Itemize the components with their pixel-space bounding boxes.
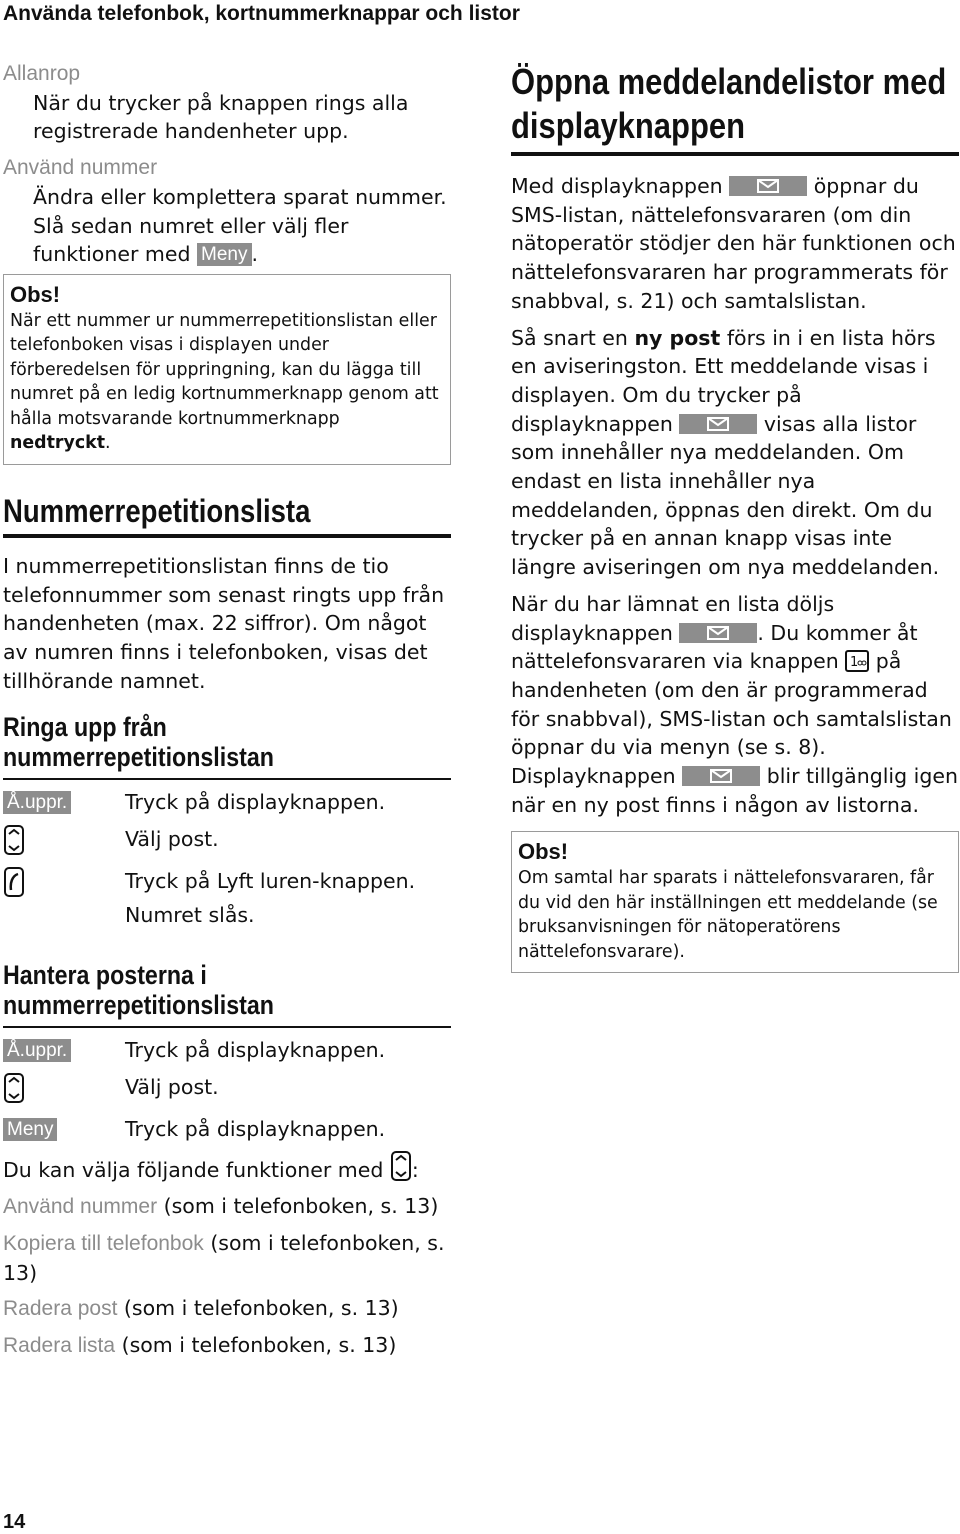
right-title-line2: displayknappen [511,105,745,146]
step-row [3,1073,451,1107]
p3-a: När du har lämnat en lista döljs displayknappen [511,591,835,645]
meny-key: Meny [197,243,251,266]
option-label: Radera lista [3,1333,116,1357]
obs-title: Obs! [518,839,569,865]
p3-c: på handenheten (om den är programmerad för snabbval), SMS-listan och samtalslistan öppnar du via menyn (se s. 8). Displayknappen [511,649,952,789]
choose-text-body: Du kan välja följande funktioner med [3,1158,384,1183]
step-row [3,788,451,817]
left-column [3,60,451,1361]
page-header: Använda telefonbok, kortnummerknappar och listor [3,2,520,25]
p1-a: Med displayknappen [511,174,723,198]
step-text: Välj post. [125,827,219,852]
option-label: Radera post [3,1297,118,1321]
option-label: Använd nummer [3,1195,158,1219]
step-text: Tryck på displayknappen. [125,790,386,815]
obs-text-body: När ett nummer ur nummerrepetitionslistan eller telefonboken visas i displayen under förberedelsen för uppringning, kan du lägga till numret på en ledig kortnummerknapp genom att hålla motsvarande kortnummerknapp [10,310,439,429]
right-title-line1: Öppna meddelandelistor med [511,61,947,102]
right-paragraph-1 [511,172,959,316]
section-title: Nummerrepetitionslista [3,492,311,529]
envelope-icon [710,769,732,783]
step-text: Tryck på Lyft luren-knappen. [125,869,416,894]
message-key [729,176,807,196]
sub2-steps [3,1036,451,1144]
section-text: I nummerrepetitionslistan finns de tio telefonnummer som senast ringts upp från handenheten (max. 22 siffror). Om något av numren finns i telefonboken, visas det tillhörande namnet. [3,553,445,693]
p2-b: förs in i en lista hörs en aviseringston. Ett meddelande visas i displayen. Om du trycker på displayknappen [511,325,936,436]
option-text: (som i telefonboken, s. 13) [3,1230,445,1285]
option-text: (som i telefonboken, s. 13) [117,1296,399,1321]
step-text: Tryck på displayknappen. [125,1117,386,1142]
step-text: Numret slås. [125,903,255,928]
p2-bold: ny post [634,325,721,350]
step-key [3,788,125,817]
option-text: (som i telefonboken, s. 13) [115,1332,397,1357]
option-item [3,1192,451,1222]
nav-key-icon [390,1151,412,1181]
step-text: Välj post. [125,1075,219,1100]
p3-b: . Du kommer åt nättelefonsvararen via knappen [511,620,918,674]
right-paragraph-2 [511,324,959,582]
choose-text: Du kan välja följande funktioner med : [3,1151,451,1185]
allanrop-text: När du trycker på knappen rings alla registrerade handenheter upp. [33,90,409,144]
aterupprepa-key: Å.uppr. [3,1039,71,1062]
step-key [3,1115,125,1144]
sub2-rule [3,1026,451,1028]
page-number: 14 [3,1511,26,1533]
step-row [3,901,451,930]
anvand-text-body: Ändra eller komplettera sparat nummer. Slå sedan numret eller välj fler funktioner med [33,184,447,267]
obs-text-bold: nedtryckt [10,433,106,454]
message-key [682,766,760,786]
option-text: (som i telefonboken, s. 13) [157,1194,439,1219]
meny-key: Meny [3,1118,57,1141]
envelope-icon [757,179,779,193]
obs-title: Obs! [10,281,61,307]
anvand-text: Ändra eller komplettera sparat nummer. Slå sedan numret eller välj fler funktioner med Meny . [33,184,447,267]
step-key [3,1036,125,1065]
nav-key-icon [3,825,25,855]
nav-key-icon [3,1073,25,1103]
obs-text: När ett nummer ur nummerrepetitionslistan eller telefonboken visas i displayen under förberedelsen för uppringning, kan du lägga till numret på en ledig kortnummerknapp genom att hålla motsvarande kortnummerknapp nedtryckt. [10,310,439,454]
option-item [3,1229,451,1287]
p1-b: öppnar du SMS-listan, nättelefonsvararen (om din nätoperatör stödjer den här funktionen och nättelefonsvararen har programmerats för snabbval, s. 21) och samtalslistan. [511,174,956,313]
aterupprepa-key: Å.uppr. [3,791,71,814]
sub1-rule [3,778,451,780]
step-row [3,867,451,901]
step-text: Tryck på displayknappen. [125,1038,386,1063]
envelope-icon [707,417,729,431]
sub2-title-line2: nummerrepetitionslistan [3,990,274,1021]
sub1-title-line1: Ringa upp från [3,712,167,743]
obs-box [3,274,451,465]
key-1-voicemail-icon [845,650,869,672]
step-key [3,901,125,930]
sub1-steps [3,788,451,930]
message-key [679,623,757,643]
step-key [3,867,125,901]
sub1-title-line2: nummerrepetitionslistan [3,742,274,773]
svg-text:1: 1 [850,655,859,671]
anvand-label: Använd nummer [3,156,158,180]
step-row [3,825,451,859]
section-rule [3,534,451,538]
obs-text: Om samtal har sparats i nättelefonsvararen, får du vid den här inställningen ett meddelande (se bruksanvisningen för nätoperatörens nättelefonsvarare). [518,868,938,962]
envelope-icon [707,626,729,640]
step-row [3,1115,451,1144]
step-key [3,1073,125,1107]
p2-a: Så snart en [511,325,628,350]
p2-c: visas alla listor som innehåller nya meddelanden. Om endast en lista innehåller nya meddelanden, öppnas den direkt. Om du trycker på en annan knapp visas inte längre aviseringen om nya meddelanden. [511,411,940,580]
step-key [3,825,125,859]
lift-handset-icon [3,867,25,897]
right-obs-box [511,831,959,973]
p3-d: blir tillgänglig igen när en ny post finns i någon av listorna. [511,764,958,817]
option-item [3,1331,451,1361]
right-title-rule [511,152,959,156]
option-label: Kopiera till telefonbok [3,1231,204,1255]
right-paragraph-3 [511,590,959,820]
option-item [3,1294,451,1324]
message-key [679,414,757,434]
sub2-title-line1: Hantera posterna i [3,960,207,991]
right-column [511,60,959,973]
step-row [3,1036,451,1065]
allanrop-label: Allanrop [3,62,81,85]
